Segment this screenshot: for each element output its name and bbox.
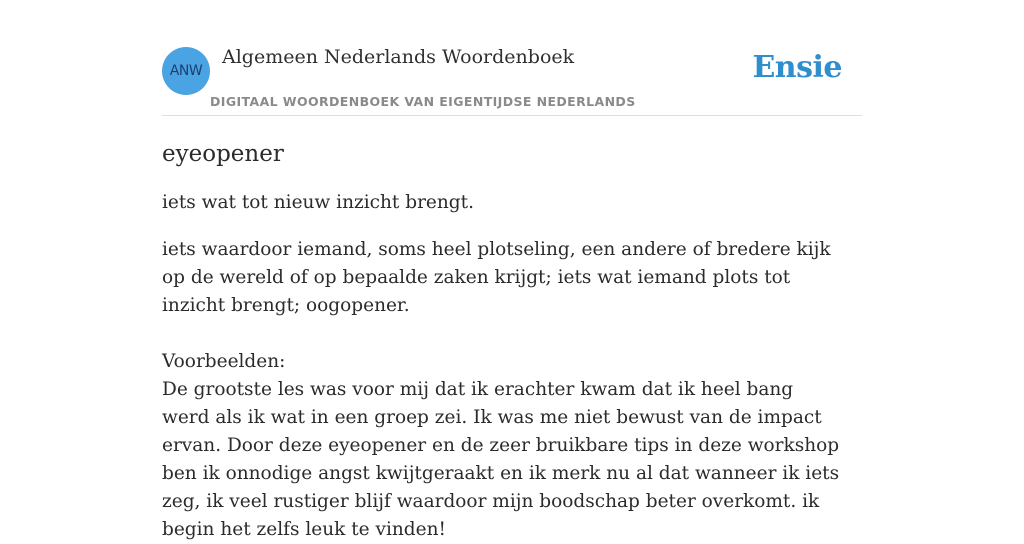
source-title[interactable]: Algemeen Nederlands Woordenboek (222, 46, 575, 68)
example-text: De grootste les was voor mij dat ik erachter kwam dat ik heel bang werd als ik wat in een groep zei. Ik was me niet bewust van de impact ervan. Door deze eyeopener en de zeer bruikbare tips in deze workshop ben ik onnodige angst kwijtgeraakt en ik merk nu al dat wanneer ik iets zeg, ik veel rustiger blijf waardoor mijn boodschap beter overkomt. ik begin het zelfs leuk te vinden! (162, 379, 840, 540)
anw-logo[interactable] (162, 47, 210, 95)
examples-heading: Voorbeelden: (162, 351, 286, 372)
site-header (162, 0, 862, 116)
page (162, 0, 862, 540)
short-definition: iets wat tot nieuw inzicht brengt. (162, 192, 474, 213)
source-subtitle: DIGITAAL WOORDENBOEK VAN EIGENTIJDSE NEDERLANDS (210, 94, 636, 109)
anw-logo-text: ANW (169, 63, 203, 79)
ensie-logo-link[interactable]: Ensie (752, 50, 842, 85)
entry-headword: eyeopener (162, 141, 284, 167)
entry-content (162, 138, 842, 544)
long-definition: iets waardoor iemand, soms heel plotseling, een andere of bredere kijk op de wereld of op bepaalde zaken krijgt; iets wat iemand plots tot inzicht brengt; oogopener. (162, 239, 831, 316)
